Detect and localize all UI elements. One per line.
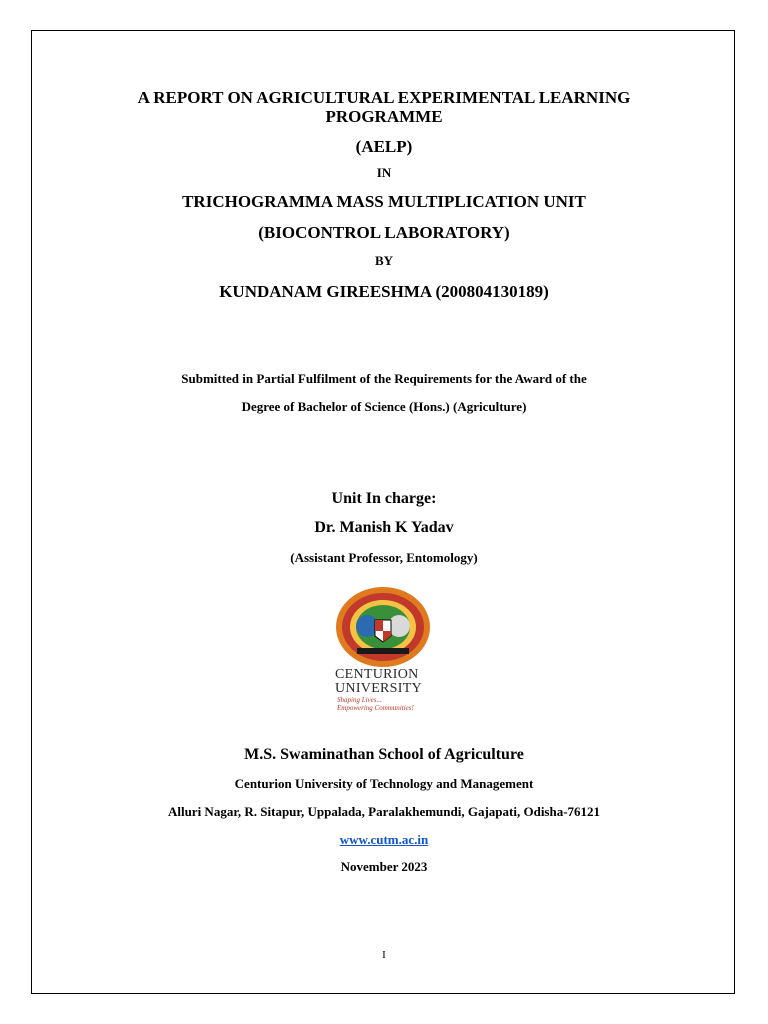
logo-tagline2: Empowering Communities! (337, 704, 414, 712)
report-title-line1: A REPORT ON AGRICULTURAL EXPERIMENTAL LEARNING (137, 88, 631, 107)
incharge-designation: (Assistant Professor, Entomology) (290, 550, 478, 565)
university-name: Centurion University of Technology and Management (234, 776, 534, 791)
website-line (0, 832, 768, 847)
website-link[interactable]: www.cutm.ac.in (339, 832, 429, 847)
lab-name: (BIOCONTROL LABORATORY) (258, 223, 510, 242)
report-abbrev: (AELP) (355, 137, 413, 156)
report-title-line2: PROGRAMME (325, 107, 443, 126)
submission-line2: Degree of Bachelor of Science (Hons.) (Agriculture) (241, 399, 527, 414)
author-name: KUNDANAM GIREESHMA (200804130189) (219, 282, 549, 301)
logo-wordmark-line2: UNIVERSITY (335, 681, 422, 696)
submission-line1: Submitted in Partial Fulfilment of the Requirements for the Award of the (181, 371, 587, 386)
page-number: I (382, 949, 386, 961)
school-name: M.S. Swaminathan School of Agriculture (244, 746, 524, 763)
university-seal-icon (335, 586, 431, 668)
incharge-name: Dr. Manish K Yadav (314, 519, 454, 536)
in-word: IN (376, 165, 392, 180)
by-word: BY (374, 253, 394, 268)
university-logo (331, 586, 435, 716)
report-date: November 2023 (340, 859, 428, 874)
university-address: Alluri Nagar, R. Sitapur, Uppalada, Paralakhemundi, Gajapati, Odisha-76121 (167, 804, 601, 819)
logo-tagline1: Shaping Lives... (337, 696, 382, 704)
incharge-label: Unit In charge: (331, 490, 437, 507)
logo-wordmark-line1: CENTURION (335, 667, 419, 682)
unit-name: TRICHOGRAMMA MASS MULTIPLICATION UNIT (182, 192, 586, 211)
